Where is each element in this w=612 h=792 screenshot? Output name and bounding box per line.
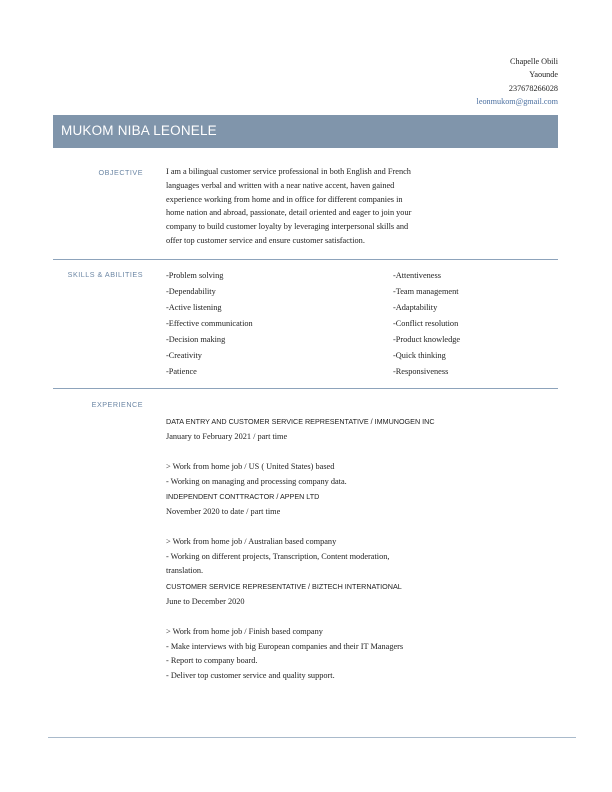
skill-item: -Team management <box>393 287 459 296</box>
objective-text <box>166 165 496 248</box>
skill-item: -Conflict resolution <box>393 319 459 328</box>
job-entry <box>166 414 506 489</box>
job-dates: January to February 2021 / part time <box>166 432 288 441</box>
objective-line: I am a bilingual customer service professional in both English and French <box>166 167 411 176</box>
contact-phone: 237678266028 <box>508 83 558 93</box>
skill-item: -Active listening <box>166 303 222 312</box>
objective-line: home nation and abroad, passionate, detail oriented and eager to join your <box>166 208 412 218</box>
contact-name: Chapelle Obili <box>510 57 558 66</box>
contact-block <box>477 55 558 109</box>
experience-section <box>166 414 506 683</box>
name-header-bar <box>53 115 558 148</box>
skill-item: -Patience <box>166 367 197 376</box>
skill-item: -Problem solving <box>166 271 224 280</box>
job-dates: November 2020 to date / part time <box>166 507 281 517</box>
job-title: CUSTOMER SERVICE REPRESENTATIVE / BIZTECH INTERNATIONAL <box>166 581 402 591</box>
objective-line: experience working from home and in office for different companies in <box>166 194 403 204</box>
skills-label: SKILLS & ABILITIES <box>67 270 143 279</box>
job-description <box>166 625 506 683</box>
job-desc-line: > Work from home job / US ( United States) based <box>166 462 335 471</box>
job-desc-line: - Report to company board. <box>166 656 258 666</box>
section-divider <box>53 259 558 260</box>
skill-item: -Quick thinking <box>393 351 446 360</box>
experience-label: EXPERIENCE <box>91 400 143 409</box>
skill-item: -Effective communication <box>166 319 253 328</box>
job-desc-line: - Deliver top customer service and quality support. <box>166 670 335 680</box>
job-title: INDEPENDENT CONTTRACTOR / APPEN LTD <box>166 492 320 502</box>
objective-line: offer top customer service and ensure customer satisfaction. <box>166 235 365 245</box>
objective-line: company to build customer loyalty by leveraging interpersonal skills and <box>166 222 409 232</box>
job-description <box>166 535 506 579</box>
job-desc-line: > Work from home job / Australian based company <box>166 537 337 547</box>
skill-item: -Dependability <box>166 287 216 296</box>
job-desc-line: > Work from home job / Finish based company <box>166 626 323 636</box>
job-title: DATA ENTRY AND CUSTOMER SERVICE REPRESENTATIVE / IMMUNOGEN INC <box>166 417 435 426</box>
skills-right-column <box>393 268 460 380</box>
skill-item: -Adaptability <box>393 303 438 312</box>
job-description <box>166 460 506 489</box>
footer-divider <box>48 737 576 738</box>
full-name: MUKOM NIBA LEONELE <box>61 123 217 138</box>
contact-city: Yaounde <box>529 70 558 80</box>
contact-email[interactable]: leonmukom@gmail.com <box>476 97 558 107</box>
skills-left-column <box>166 268 253 380</box>
skill-item: -Creativity <box>166 351 202 360</box>
job-desc-line: - Working on different projects, Transcription, Content moderation, <box>166 551 390 561</box>
skill-item: -Attentiveness <box>393 271 441 280</box>
objective-label: OBJECTIVE <box>98 168 143 177</box>
skill-item: -Decision making <box>166 335 226 344</box>
job-dates: June to December 2020 <box>166 596 245 606</box>
job-desc-line: - Working on managing and processing company data. <box>166 476 347 486</box>
job-desc-line: translation. <box>166 566 204 576</box>
job-entry <box>166 489 506 579</box>
skill-item: -Responsiveness <box>393 367 449 376</box>
job-entry <box>166 579 506 683</box>
objective-line: languages verbal and written with a near native accent, haven gained <box>166 180 395 190</box>
section-divider <box>53 388 558 389</box>
skill-item: -Product knowledge <box>393 335 461 344</box>
job-desc-line: - Make interviews with big European companies and their IT Managers <box>166 641 404 651</box>
